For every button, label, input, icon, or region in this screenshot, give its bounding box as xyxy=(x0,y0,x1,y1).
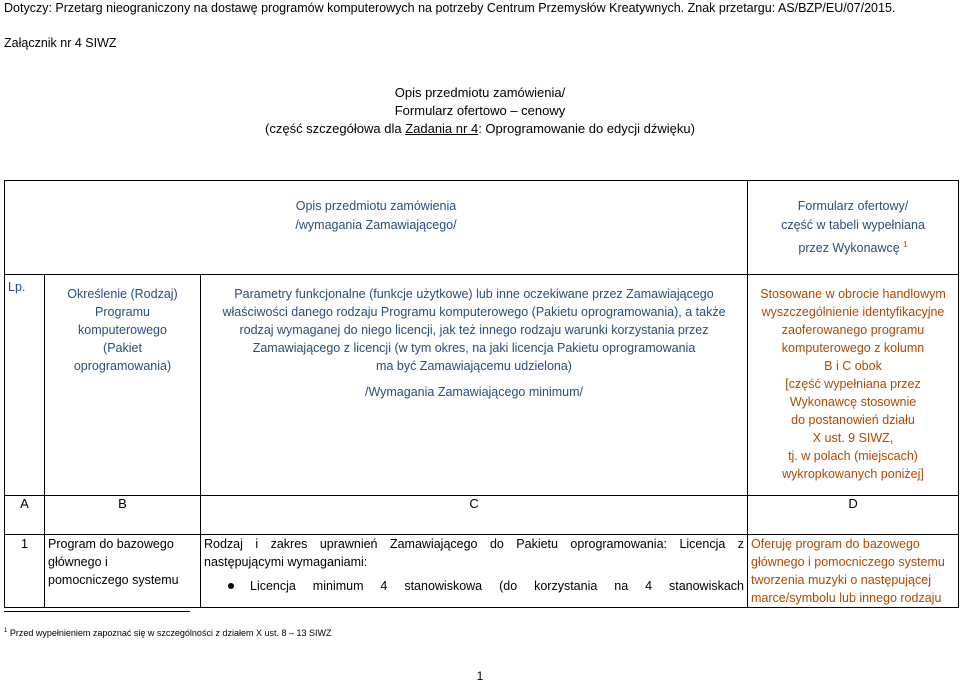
parameters-line: Zamawiającego z licencji (w tym okres, na jaki licencja Pakietu oprogramowania xyxy=(252,341,696,355)
list-item xyxy=(204,577,744,595)
identification-line: B i C obok xyxy=(824,359,882,373)
lp-cell: Lp. xyxy=(5,275,45,496)
annex-label: Załącznik nr 4 SIWZ xyxy=(4,36,117,50)
parameters-header-cell xyxy=(201,275,748,496)
identification-line: wyszczególnienie identyfikacyjne xyxy=(761,305,945,319)
identification-line: zaoferowanego programu xyxy=(781,323,925,337)
program-type-line: (Pakiet xyxy=(103,341,142,355)
identification-line: Stosowane w obrocie handlowym xyxy=(760,287,946,301)
footnote-separator xyxy=(4,611,190,612)
parameters-line: ma być Zamawiającemu udzielona) xyxy=(376,359,572,373)
bullet-icon xyxy=(228,583,234,589)
table-header-row xyxy=(5,181,959,275)
identification-line: do postanowień działu xyxy=(791,413,915,427)
header-offer-cell xyxy=(748,181,959,275)
header-offer-line-2: część w tabeli wypełniana xyxy=(781,218,925,232)
item-requirements xyxy=(201,535,748,608)
footnote-number: 1 xyxy=(4,628,8,634)
program-type-line: komputerowego xyxy=(78,323,167,337)
document-title xyxy=(0,84,960,138)
parameters-line: Parametry funkcjonalne (funkcje użytkowe) lub inne oczekiwane przez Zamawiającego xyxy=(234,287,714,301)
header-requirements-line-1: Opis przedmiotu zamówienia xyxy=(295,199,457,213)
program-type-line: oprogramowania) xyxy=(73,359,172,373)
item-offer-cell[interactable] xyxy=(748,535,959,608)
column-letter-c: C xyxy=(201,496,748,535)
identification-line: wykropkowanych poniżej] xyxy=(782,467,924,481)
title-line-1: Opis przedmiotu zamówienia/ xyxy=(394,85,566,100)
license-requirements-list xyxy=(204,577,744,595)
program-type-header-cell xyxy=(45,275,201,496)
specification-table xyxy=(4,180,959,608)
identification-line: Wykonawcę stosownie xyxy=(789,395,917,409)
identification-line: X ust. 9 SIWZ, xyxy=(812,431,894,445)
identification-line: komputerowego z kolumn xyxy=(781,341,925,355)
page-number: 1 xyxy=(476,669,484,683)
item-program-name-line: głównego i xyxy=(48,555,108,569)
item-program-name-line: Program do bazowego xyxy=(48,537,174,551)
program-type-line: Programu xyxy=(95,305,150,319)
license-requirement-text: Licencja minimum 4 stanowiskowa (do korzystania na 4 stanowiskach xyxy=(250,579,745,593)
column-letter-d: D xyxy=(748,496,959,535)
document-header: Dotyczy: Przetarg nieograniczony na dostawę programów komputerowych na potrzeby Centrum Przemysłów Kreatywnych. Znak przetargu: AS/BZP/EU/07/2015. xyxy=(4,1,896,15)
title-line-3 xyxy=(0,120,960,138)
column-description-row xyxy=(5,275,959,496)
program-type-line: Określenie (Rodzaj) xyxy=(67,287,178,301)
title-line-3-pre: (część szczegółowa dla xyxy=(265,121,406,136)
header-offer-line-3-text: przez Wykonawcę xyxy=(798,241,900,256)
parameters-line: właściwości danego rodzaju Programu komputerowego (Pakietu oprogramowania), a także xyxy=(222,305,726,319)
footnote-ref: 1 xyxy=(903,240,908,249)
identification-line: tj. w polach (miejscach) xyxy=(788,449,918,463)
header-requirements-line-2: /wymagania Zamawiającego/ xyxy=(295,218,457,232)
parameters-line: rodzaj wymaganej do niego licencji, jak też innego rodzaju warunki korzystania przez xyxy=(239,323,709,337)
task-number: Zadania nr 4 xyxy=(405,121,479,136)
footnote xyxy=(4,628,331,638)
title-line-2: Formularz ofertowo – cenowy xyxy=(394,103,566,118)
header-offer-line-3 xyxy=(751,235,955,258)
identification-header-cell xyxy=(748,275,959,496)
column-letter-b: B xyxy=(45,496,201,535)
item-program-name-line: pomocniczego systemu xyxy=(48,573,179,587)
offer-text: Oferuję program do bazowego głównego i pomocniczego systemu tworzenia muzyki o następującej marce/symbolu lub innego rodzaju xyxy=(751,537,945,605)
title-line-3-post: : Oprogramowanie do edycji dźwięku) xyxy=(478,121,695,136)
license-intro: Rodzaj i zakres uprawnień Zamawiającego do Pakietu oprogramowania: Licencja z następującymi wymaganiami: xyxy=(204,537,745,569)
table-row xyxy=(5,535,959,608)
header-requirements-cell xyxy=(5,181,748,275)
minimum-requirements-label: /Wymagania Zamawiającego minimum/ xyxy=(364,385,584,399)
item-program-name xyxy=(45,535,201,608)
column-letters-row xyxy=(5,496,959,535)
item-number: 1 xyxy=(5,535,45,608)
identification-line: [część wypełniana przez xyxy=(785,377,921,391)
column-letter-a: A xyxy=(5,496,45,535)
footnote-text: Przed wypełnieniem zapoznać się w szczególności z działem X ust. 8 – 13 SIWZ xyxy=(7,628,332,638)
header-offer-line-1: Formularz ofertowy/ xyxy=(797,199,909,213)
